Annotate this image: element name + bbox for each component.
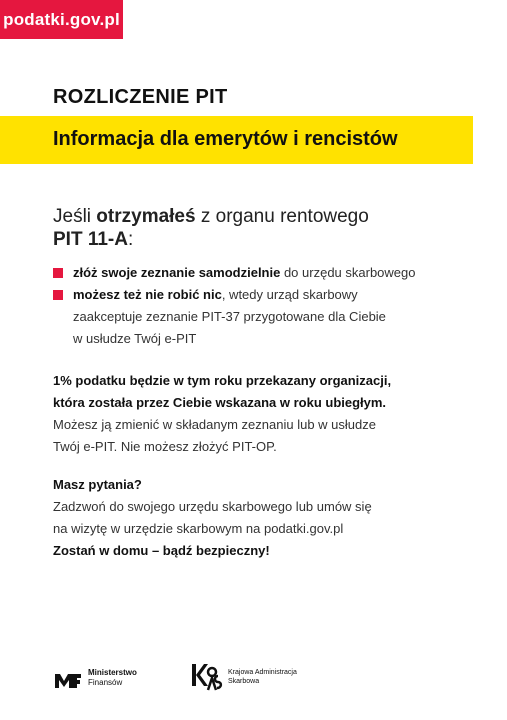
kas-name-line2: Skarbowa [228,678,260,685]
ministry-name-line1: Ministerstwo [88,668,137,677]
contact-line: Zadzwoń do swojego urzędu skarbowego lub umów się [53,499,372,514]
bullet-continuation: w usłudze Twój e-PIT [73,331,197,346]
kas-logo-icon [190,660,224,694]
footer-logos [53,660,473,700]
kas-logo [190,660,297,694]
kas-name-line1: Krajowa Administracja [228,669,297,676]
red-square-bullet-icon [53,268,63,278]
list-item [53,262,473,284]
tax-1-percent-info [53,370,473,458]
info-bold-line: która została przez Ciebie wskazana w roku ubiegłym. [53,395,387,410]
lead-bold-received: otrzymałeś [96,206,196,227]
bullet-bold: złóż swoje zeznanie samodzielnie [73,265,281,280]
lead-suffix: : [127,229,134,250]
info-line: Możesz ją zmienić w składanym zeznaniu lub w usłudze [53,417,376,432]
list-item [53,284,473,306]
bullet-bold: możesz też nie robić nic [73,287,222,302]
lead-prefix: Jeśli [53,206,97,227]
closing-message: Zostań w domu – bądź bezpieczny! [53,543,270,558]
ministry-of-finance-logo-icon [53,666,83,690]
bullet-continuation: zaakceptuje zeznanie PIT-37 przygotowane dla Ciebie [73,309,386,324]
page-title: Informacja dla emerytów i rencistów [53,128,398,150]
ministry-name-line2: Finansów [88,678,123,687]
lead-bold-form: PIT 11-A [53,229,128,250]
brand-badge[interactable]: podatki.gov.pl [0,0,123,39]
questions-heading: Masz pytania? [53,477,142,492]
bullet-rest: do urzędu skarbowego [280,265,416,280]
contact-info [53,474,473,562]
lead-text [53,205,369,251]
options-list [53,262,473,350]
contact-line: na wizytę w urzędzie skarbowym na podatki.gov.pl [53,521,344,536]
ministry-of-finance-logo [53,666,137,690]
red-square-bullet-icon [53,290,63,300]
info-line: Twój e-PIT. Nie możesz złożyć PIT-OP. [53,439,277,454]
info-bold-line: 1% podatku będzie w tym roku przekazany organizacji, [53,373,392,388]
bullet-rest: , wtedy urząd skarbowy [221,287,358,302]
section-label: ROZLICZENIE PIT [53,86,228,108]
lead-middle: z organu rentowego [195,206,369,227]
